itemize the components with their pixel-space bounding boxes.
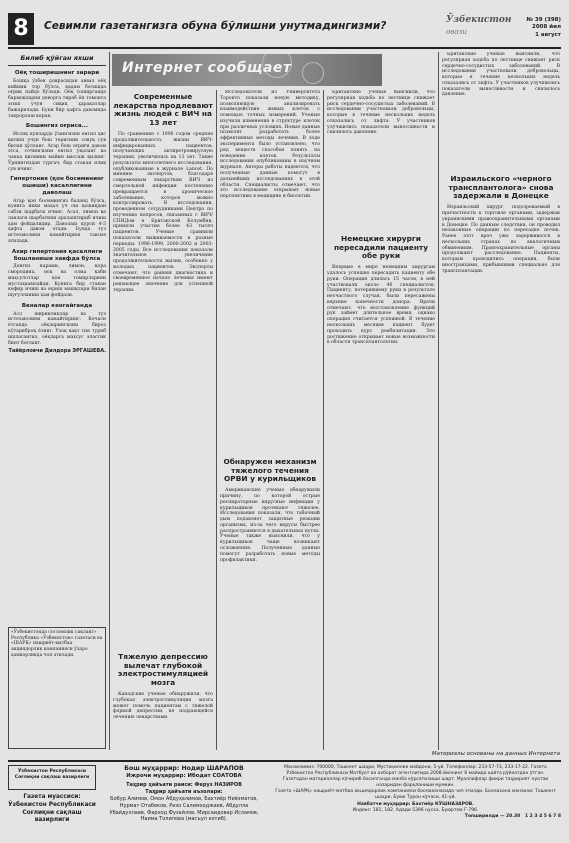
article-heading: Современные лекарства продлевают жизнь людей с ВИЧ на 13 лет [113, 92, 213, 128]
article-text: Американские ученые обнаружили причину, по которой острые респираторные вирусные инфекции у курильщиков протекают тяжелее. Исследования показали, что табачный дым подавляет защитные реакции организма, из-за чего вирусы быстрее распространяются в дыхательных путях. Ученые также выяснили, что у курильщиков чаще возникают осложнения. Полученные данные помогут разработать новые методы профилактики. [220, 488, 320, 563]
chief-editor: Бош муҳаррир: Нодир ШАРАПОВ [124, 765, 244, 772]
left-item-text: Агар қон босимингиз баланд бўлса, кунига икки маҳал уч ош қошиқдан сабзи шарбати ичинг. Асал, лимон ва лавлаги шарбатини аралаштириб ичиш ҳам фойдалидир. Даволаш курси 4-5 ҳафта давом этади. Бунда туз истеъмолини камайтириш тавсия этилади. [8, 198, 106, 245]
article-column-2 [220, 90, 320, 450]
banner-title: Интернет сообщает [122, 60, 292, 76]
header-rule [8, 47, 561, 49]
left-item-text: Асл ширинликлар ва туз истеъмолини камайтиринг. Кечаси ётганда оёқларингизни бироз кўтариброқ ётинг. Узоқ вақт тик туриб ишласангиз, оёқларга махсус эластик бинт боғланг. [8, 311, 106, 346]
article-heading: Немецкие хирурги пересадили пациенту обе руки [333, 234, 429, 261]
deputy-editor: Ижрочи муҳаррир: Ибодат СОАТОВА [126, 773, 242, 780]
print-points: 1 2 3 4 5 6 7 8 [524, 813, 561, 819]
issue-info [511, 17, 561, 39]
article-text: Британские ученые выяснили, что регулярная ходьба по лестнице снижает риск сердечно-сосудистых заболеваний. В исследовании участвовали добровольцы, которые в течение нескольких недель отказались от лифта. У участников улучшились показатели выносливости и снизилось давление. [327, 90, 435, 136]
article-column-1b [113, 650, 213, 750]
source-note: Материалы основаны на данных Интернета [431, 751, 560, 757]
masthead [446, 15, 512, 43]
print-info [270, 814, 561, 820]
ministry-logo: Ўзбекистон Республикаси Соғлиқни сақлаш вазирлиги [8, 765, 96, 790]
board-label: Таҳрир ҳайъати аъзолари: [145, 789, 223, 796]
sidebar-box-text: «Ўзбекистонда согломлик сакланг» Республика «Ўзбекистон» газетаси ва «ШАРҚ» нашриёт-матбаа акциядорлик компанияси ўзаро ҳамкорликда чоп этилади. [11, 630, 103, 658]
left-item-heading: Веналар кенгайганда [21, 302, 93, 309]
address: Манзилимиз: 700000, Тошкент шаҳри, Мустақиллик майдони, 5-уй. Телефонлар: 233-57-73, 233-17-22. Газета Ўзбекистон Республикаси Матбуот ва ахборот агентлигида 2008 йилнинг 6 майида қайта рўйхатдан ўтган. [284, 765, 547, 776]
duty-editor: Навбатчи муҳаррир: Бахтиёр КЎШНАЗАРОВ. [357, 801, 474, 807]
issue-year: 2008 йил [532, 24, 561, 31]
issue-number: № 39 (398) [526, 17, 561, 23]
issue-date: 1 август [535, 31, 561, 38]
article-text: Впервые в мире немецким хирургам удалось успешно пересадить пациенту обе руки. Операция длилась 15 часов, в ней участвовали около 40 специалистов. Пациенту, потерявшему руки в результате несчастного случая, были пересажены верхние конечности донора. Врачи отмечают, что восстановление функций рук займет длительное время, однако операция считается успешной. В течение нескольких месяцев пациент будет проходить курс реабилитации. Это достижение открывает новые возможности в области трансплантологии. [327, 265, 435, 346]
page-number: 8 [8, 13, 34, 45]
article-text: По сравнению с 1996 годом средняя продолжительность жизни ВИЧ-инфицированных пациентов, получающих антиретровирусную терапию, увеличилась на 13 лет. Такие результаты многолетнего исследования, опубликованные в журнале Lancet. По мнению экспертов, благодаря современным лекарствам ВИЧ из смертельной инфекции постепенно превращается в хроническое заболевание, которое можно контролировать. В исследовании, проведенном сотрудниками Центра по изучению вопросов, связанных с ВИЧ/СПИДом в Британской Колумбии, приняли участие более 43 тысяч пациентов. Ученые сравнили показатели выживаемости в разные периоды: 1996-1999, 2000-2002 и 2003-2005 годы. Все исследования показали значительное увеличение продолжительности жизни, особенно у молодых пациентов. Эксперты отмечают, что ранняя диагностика и своевременное начало лечения имеют решающее значение для успешной терапии. [113, 131, 213, 294]
sidebar-box [8, 627, 106, 749]
printing-info: Газета «ШАРҚ» нашриёт-матбаа акциядорлик компанияси босмахонасида чоп этилди. Босмахона манзили: Тошкент шаҳри, Буюк Турон кўчаси, 41-уй. [275, 788, 556, 800]
subscription-slogan: Севимли газетангизга обуна бўлишни унутмадингизми? [44, 20, 387, 32]
contacts-block [270, 765, 561, 819]
column-rule [216, 90, 217, 750]
banner-decoration [302, 62, 324, 84]
article-column-1 [113, 90, 213, 650]
left-item-heading: Ахир гипертония қасаллиги бошланиши хавфда бўлса [11, 248, 103, 262]
publisher-block: Газета муассиси: Ўзбекистон Республикаси Соғлиқни сақлаш вазирлиги [8, 794, 96, 824]
masthead-subtitle: овози [446, 28, 467, 37]
article-text: Канадские ученые обнаружили, что глубокая электростимуляция мозга может помочь пациентам с тяжелой формой депрессии, не поддающейся лечению лекарствами. [113, 691, 213, 721]
imprint-footer [8, 760, 561, 836]
editorial-board [104, 765, 264, 823]
left-column-author: Тайёрловчи Дилдора ЭРГАШЕВА. [8, 348, 106, 355]
article-heading: Тяжелую депрессию вылечат глубокой электростимуляцией мозга [117, 652, 209, 688]
article-column-2b [220, 455, 320, 750]
copyright-notice: Газетадан материаллар кўчириб босилганда манба кўрсатилиши шарт. Муаллифлар фикри таҳририят нуқтаи назаридан фарқланиши мумкин. [282, 776, 549, 788]
masthead-title: Ўзбекистон [446, 15, 512, 25]
page-header [8, 13, 561, 45]
article-text: Израильский хирург, подозреваемый в причастности к торговле органами, задержан украинскими правоохранительными органами в Донецке. По данным следствия, он проводил незаконные операции по пересадке почек. Ранее этот врач уже задерживался в нескольких странах по аналогичным обвинениям. Правоохранительные органы продолжают расследование. Пациенты, которым проводились операции, были иностранцами, прибывшими специально для трансплантации. [442, 205, 560, 274]
board-members: Бобур Алимов, Омон Абдуҳалимов, Бахтиёр Ниёзматов, Нурмат Отабеков, Ризо Салимходжаев, Абдулла Убайдуллаев, Фарход Фузайлов, Мирсаидовар Исламов, Наима Толипова (масъул котиб). [109, 796, 259, 823]
article-column-4 [442, 52, 560, 170]
left-column-title: Билиб қўйган яхши [8, 52, 106, 66]
left-item-heading: Гипертония (қон босимининг ошиши) касаллигини даволаш [10, 176, 104, 196]
article-column-4b [442, 172, 560, 750]
article-heading: Обнаружен механизм тяжелого течения ОРВИ у курильщиков [223, 457, 317, 484]
left-item-text: Иссиқ кунларда ўзингизни енгил ҳис қилиш учун бош терисини совуқ сув билан ҳўлланг. Агар бош оғриғи давом этса, сочингизни енгил уқаланг ва чакка қисмини майин массаж қилинг. Ўрнингиздан тургач, бир стакан илиқ сув ичинг. [8, 132, 106, 172]
column-rule [109, 52, 110, 750]
article-column-3 [327, 90, 435, 230]
section-banner [112, 54, 382, 86]
column-rule [323, 90, 324, 750]
article-text: Британские ученые выяснили, что регулярная ходьба по лестнице снижает риск сердечно-сосудистых заболеваний. В исследовании участвовали добровольцы, которые в течение нескольких недель отказались от лифта. У участников улучшились показатели выносливости и снизилось давление. [442, 52, 560, 98]
column-rule [438, 52, 439, 750]
article-column-3b [327, 232, 435, 750]
left-item-heading: Бошингиз оғриса... [25, 123, 89, 130]
index-info: Индекс: 181, 182. Адади 5396 нусха. Буюртма Г-796. [352, 807, 479, 813]
left-item-heading: Оёқ тоширишнинг зарари [14, 70, 100, 77]
board-chair: Таҳрир ҳайъати раиси: Феруз НАЗИРОВ [126, 781, 242, 788]
article-heading: Израильского «черного трансплантолога» снова задержали в Донецке [448, 174, 554, 201]
left-item-text: Денгиз карами, лимон, қора смородина, нок ва олма каби маҳсулотлар қон томирларини мустаҳкамлайди. Кунига бир стакан кефир ичиш ва юриш машқлари билан шуғулланиш ҳам фойдали. [8, 264, 106, 299]
article-text: Исследователи из Университета Торонто показали новую методику, позволяющую анализировать взаимодействие живых клеток с помощью точных измерений. Ученые изучили изменения в структуре клеток при различных условиях. Новые данные позволят разработать более эффективные методы лечения. В ходе эксперимента было установлено, что ряд веществ способен влиять на поведение клеток. Результаты исследования опубликованы в научном журнале. Авторы работы надеются, что полученные данные помогут в дальнейших исследованиях в этой области. Специалисты отмечают, что это исследование открывает новые перспективы в медицине и биологии. [220, 90, 320, 200]
left-item-text: Бошқа ўзбек доирасидан аввал оёқ кийими тор бўлса, қадам босишда оғриқ пайдо бўлади. Оёқ тоширганда бармоқларни деворга тираб ён томонга эгиш учун сиқиқ ҳаракатлар бажарилади. Буни бир ҳафта давомида такрорлаш керак. [8, 78, 106, 119]
print-time: Топширилди — 20.30 [464, 813, 521, 819]
